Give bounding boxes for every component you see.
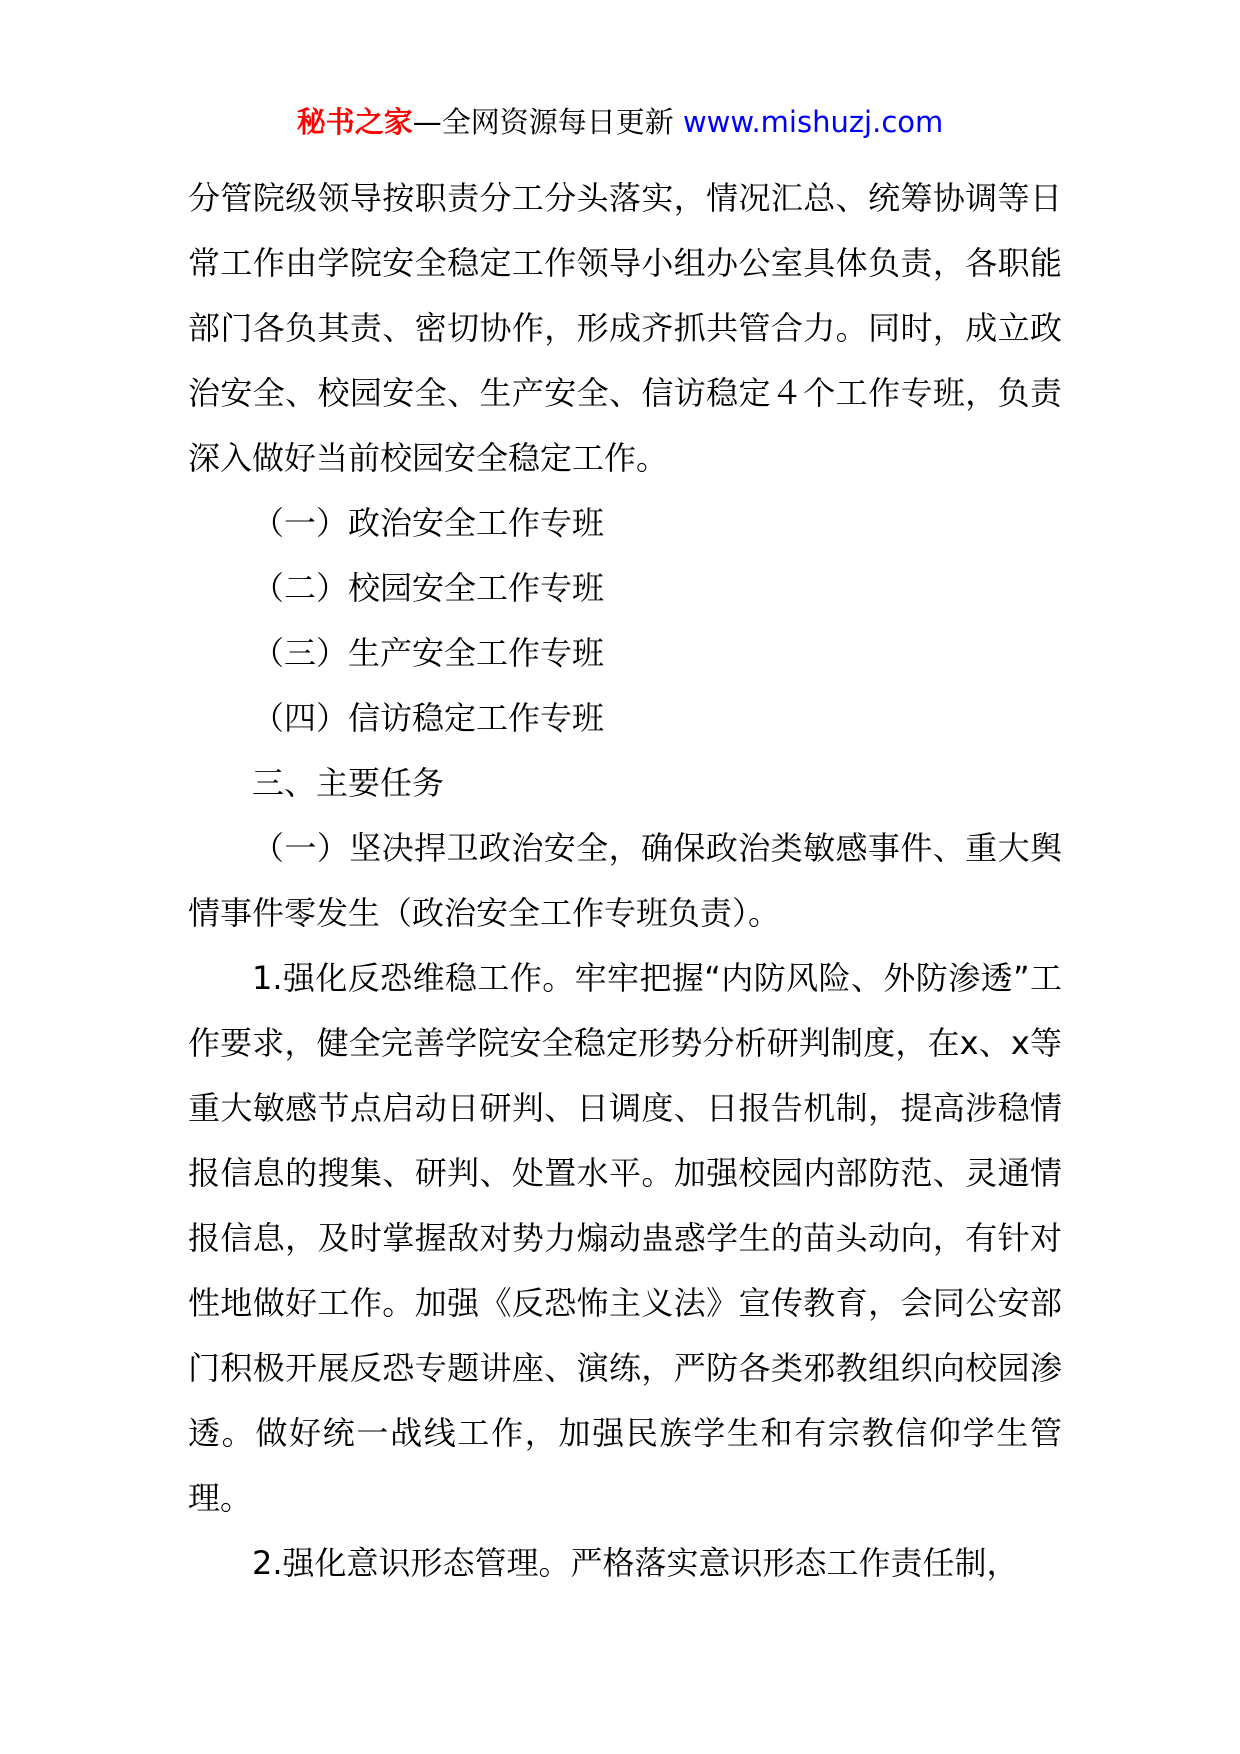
list-item-petition-stability-team: （四）信访稳定工作专班 <box>252 699 605 737</box>
site-brand: 秘书之家 <box>296 105 413 139</box>
site-tagline: —全网资源每日更新 <box>412 105 683 139</box>
list-item-political-security-team: （一）政治安全工作专班 <box>252 504 605 542</box>
paragraph-work-arrangement: 分管院级领导按职责分工分头落实，情况汇总、统筹协调等日常工作由学院安全稳定工作领导小组办公室具体负责，各职能部门各负其责、密切协作，形成齐抓共管合力。同时，成立政治安全、校园安全、生产安全、信访稳定４个工作专班，负责深入做好当前校园安全稳定工作。 <box>188 179 1062 477</box>
subsection-heading-political-security: （一）坚决捍卫政治安全，确保政治类敏感事件、重大舆情事件零发生（政治安全工作专班负责）。 <box>188 829 1062 932</box>
section-heading-main-tasks: 三、主要任务 <box>252 764 445 802</box>
paragraph-anti-terrorism: 1.强化反恐维稳工作。牢牢把握“内防风险、外防渗透”工作要求，健全完善学院安全稳定形势分析研判制度，在x、x等重大敏感节点启动日研判、日调度、日报告机制，提高涉稳情报信息的搜集、研判、处置水平。加强校园内部防范、灵通情报信息，及时掌握敌对势力煽动蛊惑学生的苗头动向，有针对性地做好工作。加强《反恐怖主义法》宣传教育，会同公安部门积极开展反恐专题讲座、演练，严防各类邪教组织向校园渗透。做好统一战线工作，加强民族学生和有宗教信仰学生管理。 <box>188 959 1062 1517</box>
list-item-production-safety-team: （三）生产安全工作专班 <box>252 634 605 672</box>
site-header <box>0 102 1240 142</box>
list-item-campus-security-team: （二）校园安全工作专班 <box>252 569 605 607</box>
site-url-link[interactable]: www.mishuzj.com <box>682 105 944 139</box>
document-body <box>188 166 1062 1596</box>
paragraph-ideology-management: 2.强化意识形态管理。严格落实意识形态工作责任制， <box>252 1544 1019 1582</box>
